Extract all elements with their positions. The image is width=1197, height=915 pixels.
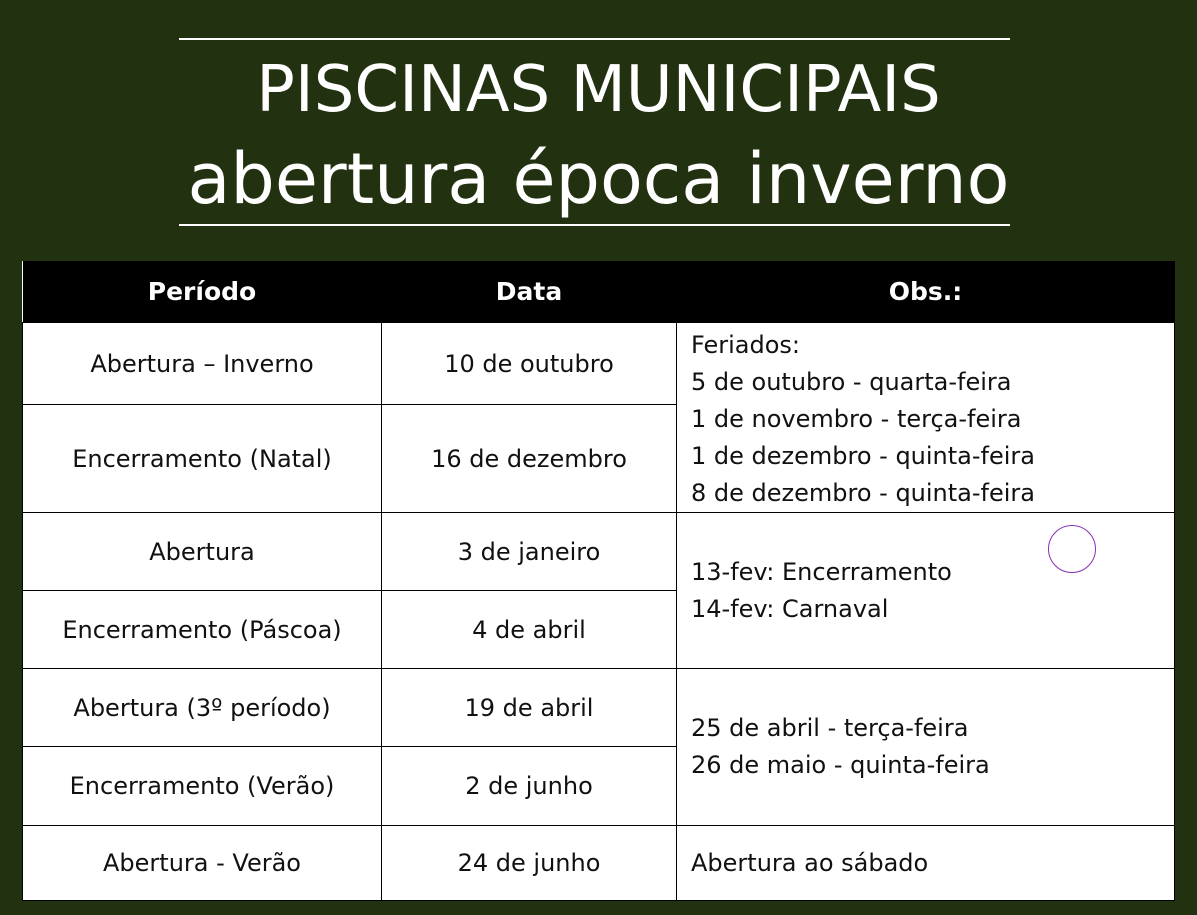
obs-cell <box>677 513 1175 669</box>
obs-line: 26 de maio - quinta-feira <box>691 751 990 779</box>
periodo-cell: Encerramento (Verão) <box>23 747 382 826</box>
periodo-cell: Abertura <box>23 513 382 591</box>
obs-line: 25 de abril - terça-feira <box>691 714 969 742</box>
table-header-row <box>23 261 1175 323</box>
obs-line: 1 de novembro - terça-feira <box>691 405 1022 433</box>
column-header-obs: Obs.: <box>677 261 1175 323</box>
data-cell: 4 de abril <box>382 591 677 669</box>
title-top-rule <box>179 38 1010 40</box>
data-cell: 19 de abril <box>382 669 677 747</box>
column-header-periodo: Período <box>23 261 382 323</box>
data-cell: 16 de dezembro <box>382 405 677 513</box>
obs-line: 8 de dezembro - quinta-feira <box>691 479 1036 507</box>
page-subtitle: abertura época inverno <box>187 138 1010 220</box>
page-title: PISCINAS MUNICIPAIS <box>256 53 941 127</box>
column-header-data: Data <box>382 261 677 323</box>
periodo-cell: Encerramento (Páscoa) <box>23 591 382 669</box>
table-row <box>23 669 1175 747</box>
periodo-cell: Encerramento (Natal) <box>23 405 382 513</box>
obs-line: 13-fev: Encerramento <box>691 557 952 586</box>
obs-line: Feriados: <box>691 331 801 359</box>
table-row <box>23 826 1175 901</box>
obs-line: 14-fev: Carnaval <box>691 594 889 623</box>
obs-line: Abertura ao sábado <box>691 848 929 877</box>
periodo-cell: Abertura - Verão <box>23 826 382 901</box>
obs-cell <box>677 669 1175 826</box>
obs-line: 5 de outubro - quarta-feira <box>691 368 1012 396</box>
periodo-cell: Abertura (3º período) <box>23 669 382 747</box>
periodo-cell: Abertura – Inverno <box>23 323 382 405</box>
obs-cell <box>677 826 1175 901</box>
table-row <box>23 323 1175 405</box>
data-cell: 10 de outubro <box>382 323 677 405</box>
data-cell: 24 de junho <box>382 826 677 901</box>
title-bottom-rule <box>179 224 1010 226</box>
data-cell: 2 de junho <box>382 747 677 826</box>
table-row <box>23 513 1175 591</box>
obs-cell <box>677 323 1175 513</box>
obs-line: 1 de dezembro - quinta-feira <box>691 442 1036 470</box>
circle-mark <box>1048 525 1096 573</box>
schedule-table <box>22 261 1175 901</box>
data-cell: 3 de janeiro <box>382 513 677 591</box>
